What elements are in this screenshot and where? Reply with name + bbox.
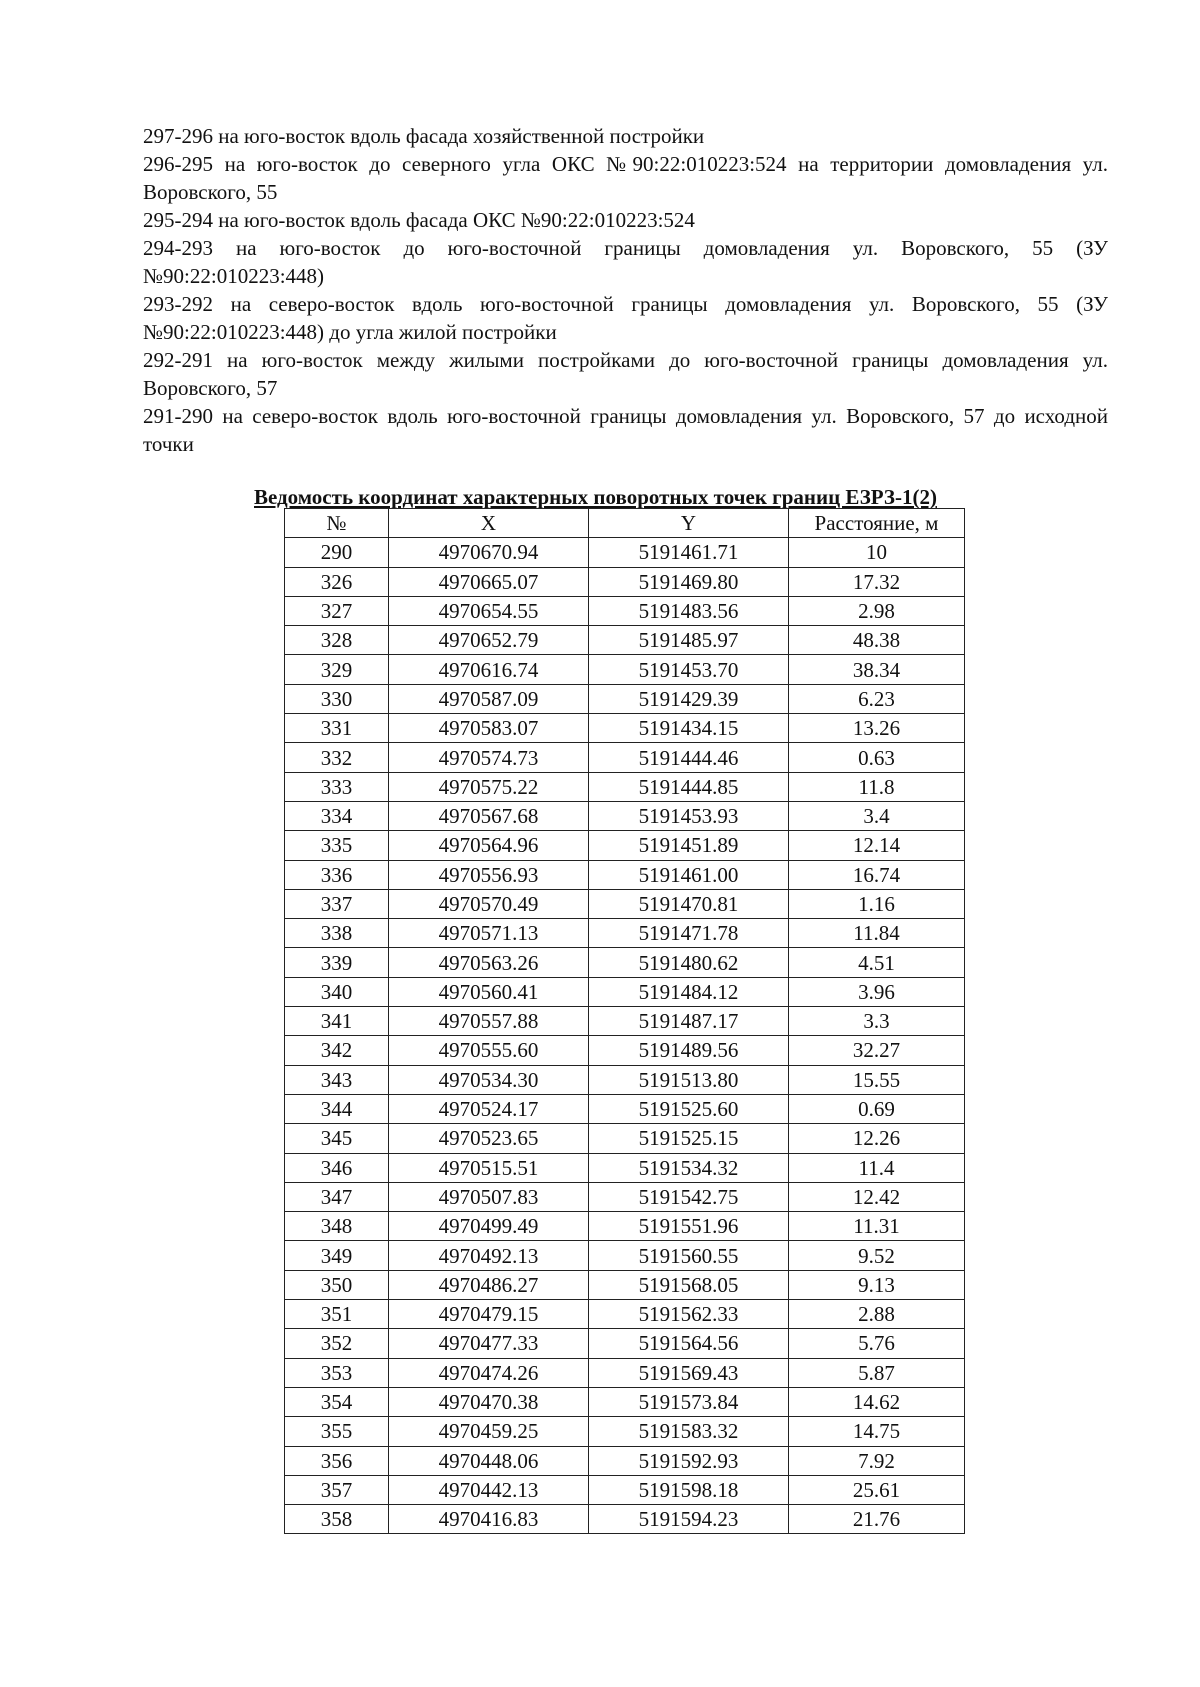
cell-x: 4970564.96 (389, 831, 589, 860)
cell-y: 5191569.43 (589, 1358, 789, 1387)
cell-distance: 11.84 (789, 919, 965, 948)
cell-distance: 2.88 (789, 1300, 965, 1329)
table-row (285, 1300, 965, 1329)
cell-x: 4970524.17 (389, 1094, 589, 1123)
table-row (285, 1153, 965, 1182)
cell-point-number: 350 (285, 1270, 389, 1299)
table-row (285, 977, 965, 1006)
table-row (285, 1387, 965, 1416)
cell-x: 4970534.30 (389, 1065, 589, 1094)
cell-distance: 3.96 (789, 977, 965, 1006)
cell-distance: 32.27 (789, 1036, 965, 1065)
table-row (285, 772, 965, 801)
table-row (285, 1182, 965, 1211)
table-row (285, 1446, 965, 1475)
table-row (285, 889, 965, 918)
cell-distance: 9.13 (789, 1270, 965, 1299)
cell-distance: 16.74 (789, 860, 965, 889)
boundary-segment-paragraph: 295-294 на юго-восток вдоль фасада ОКС №90:22:010223:524 (143, 208, 695, 232)
cell-x: 4970583.07 (389, 714, 589, 743)
cell-x: 4970575.22 (389, 772, 589, 801)
cell-x: 4970665.07 (389, 567, 589, 596)
cell-distance: 6.23 (789, 684, 965, 713)
cell-point-number: 337 (285, 889, 389, 918)
table-row (285, 684, 965, 713)
table-row (285, 714, 965, 743)
cell-point-number: 335 (285, 831, 389, 860)
cell-distance: 10 (789, 538, 965, 567)
cell-distance: 15.55 (789, 1065, 965, 1094)
cell-y: 5191534.32 (589, 1153, 789, 1182)
cell-point-number: 354 (285, 1387, 389, 1416)
boundary-segment-paragraph: 297-296 на юго-восток вдоль фасада хозяйственной постройки (143, 124, 705, 148)
cell-point-number: 339 (285, 948, 389, 977)
cell-x: 4970560.41 (389, 977, 589, 1006)
cell-y: 5191583.32 (589, 1417, 789, 1446)
cell-point-number: 327 (285, 596, 389, 625)
cell-point-number: 357 (285, 1475, 389, 1504)
cell-point-number: 349 (285, 1241, 389, 1270)
cell-distance: 38.34 (789, 655, 965, 684)
cell-distance: 3.4 (789, 801, 965, 830)
table-row (285, 538, 965, 567)
cell-y: 5191551.96 (589, 1212, 789, 1241)
cell-y: 5191453.93 (589, 801, 789, 830)
cell-point-number: 290 (285, 538, 389, 567)
cell-y: 5191542.75 (589, 1182, 789, 1211)
cell-x: 4970555.60 (389, 1036, 589, 1065)
cell-x: 4970567.68 (389, 801, 589, 830)
table-row (285, 743, 965, 772)
cell-point-number: 353 (285, 1358, 389, 1387)
table-row (285, 1505, 965, 1534)
table-row (285, 1241, 965, 1270)
cell-y: 5191564.56 (589, 1329, 789, 1358)
cell-point-number: 336 (285, 860, 389, 889)
cell-x: 4970477.33 (389, 1329, 589, 1358)
cell-y: 5191513.80 (589, 1065, 789, 1094)
header-distance: Расстояние, м (789, 509, 965, 538)
cell-y: 5191461.00 (589, 860, 789, 889)
cell-y: 5191594.23 (589, 1505, 789, 1534)
cell-y: 5191525.60 (589, 1094, 789, 1123)
cell-y: 5191444.46 (589, 743, 789, 772)
cell-y: 5191573.84 (589, 1387, 789, 1416)
cell-y: 5191480.62 (589, 948, 789, 977)
table-row (285, 801, 965, 830)
cell-x: 4970652.79 (389, 626, 589, 655)
cell-x: 4970507.83 (389, 1182, 589, 1211)
cell-point-number: 340 (285, 977, 389, 1006)
cell-distance: 12.14 (789, 831, 965, 860)
cell-distance: 2.98 (789, 596, 965, 625)
cell-x: 4970416.83 (389, 1505, 589, 1534)
cell-x: 4970474.26 (389, 1358, 589, 1387)
cell-point-number: 358 (285, 1505, 389, 1534)
table-row (285, 567, 965, 596)
table-row (285, 1036, 965, 1065)
cell-distance: 5.87 (789, 1358, 965, 1387)
cell-x: 4970515.51 (389, 1153, 589, 1182)
cell-distance: 25.61 (789, 1475, 965, 1504)
cell-point-number: 334 (285, 801, 389, 830)
table-row (285, 1094, 965, 1123)
cell-x: 4970459.25 (389, 1417, 589, 1446)
table-row (285, 948, 965, 977)
coordinates-table (284, 508, 965, 1534)
cell-point-number: 356 (285, 1446, 389, 1475)
boundary-segment-paragraph: 294-293 на юго-восток до юго-восточной границы домовладения ул. Воровского, 55 (ЗУ №90:22:010223:448) (143, 236, 1108, 288)
cell-distance: 12.42 (789, 1182, 965, 1211)
cell-distance: 0.69 (789, 1094, 965, 1123)
cell-x: 4970479.15 (389, 1300, 589, 1329)
cell-y: 5191592.93 (589, 1446, 789, 1475)
cell-y: 5191444.85 (589, 772, 789, 801)
cell-y: 5191434.15 (589, 714, 789, 743)
cell-x: 4970492.13 (389, 1241, 589, 1270)
table-row (285, 860, 965, 889)
boundary-segment-paragraph: 293-292 на северо-восток вдоль юго-восточной границы домовладения ул. Воровского, 55 (ЗУ №90:22:010223:448) до угла жилой постройки (143, 292, 1108, 344)
cell-y: 5191487.17 (589, 1007, 789, 1036)
cell-distance: 4.51 (789, 948, 965, 977)
cell-point-number: 329 (285, 655, 389, 684)
boundary-description (143, 122, 1108, 458)
table-row (285, 1475, 965, 1504)
cell-y: 5191562.33 (589, 1300, 789, 1329)
cell-point-number: 348 (285, 1212, 389, 1241)
cell-x: 4970442.13 (389, 1475, 589, 1504)
cell-y: 5191469.80 (589, 567, 789, 596)
cell-distance: 48.38 (789, 626, 965, 655)
cell-point-number: 328 (285, 626, 389, 655)
cell-distance: 11.4 (789, 1153, 965, 1182)
cell-point-number: 351 (285, 1300, 389, 1329)
cell-x: 4970587.09 (389, 684, 589, 713)
cell-distance: 21.76 (789, 1505, 965, 1534)
header-number: № (285, 509, 389, 538)
table-title: Ведомость координат характерных поворотных точек границ ЕЗРЗ-1(2) (254, 485, 937, 509)
cell-point-number: 331 (285, 714, 389, 743)
cell-x: 4970448.06 (389, 1446, 589, 1475)
cell-x: 4970616.74 (389, 655, 589, 684)
cell-y: 5191470.81 (589, 889, 789, 918)
cell-point-number: 355 (285, 1417, 389, 1446)
header-y: Y (589, 509, 789, 538)
cell-y: 5191568.05 (589, 1270, 789, 1299)
table-row (285, 655, 965, 684)
table-row (285, 1329, 965, 1358)
table-row (285, 1270, 965, 1299)
table-row (285, 1358, 965, 1387)
cell-point-number: 342 (285, 1036, 389, 1065)
table-row (285, 1007, 965, 1036)
cell-point-number: 333 (285, 772, 389, 801)
cell-y: 5191485.97 (589, 626, 789, 655)
cell-x: 4970654.55 (389, 596, 589, 625)
cell-y: 5191484.12 (589, 977, 789, 1006)
table-row (285, 1124, 965, 1153)
cell-y: 5191461.71 (589, 538, 789, 567)
table-body (285, 538, 965, 1534)
cell-distance: 7.92 (789, 1446, 965, 1475)
cell-distance: 5.76 (789, 1329, 965, 1358)
cell-y: 5191453.70 (589, 655, 789, 684)
boundary-segment-paragraph: 296-295 на юго-восток до северного угла ОКС №90:22:010223:524 на территории домовладения ул. Воровского, 55 (143, 152, 1108, 204)
cell-point-number: 332 (285, 743, 389, 772)
boundary-segment-paragraph: 292-291 на юго-восток между жилыми постройками до юго-восточной границы домовладения ул. Воровского, 57 (143, 348, 1108, 400)
cell-point-number: 330 (285, 684, 389, 713)
cell-point-number: 352 (285, 1329, 389, 1358)
cell-x: 4970486.27 (389, 1270, 589, 1299)
table-row (285, 596, 965, 625)
cell-x: 4970563.26 (389, 948, 589, 977)
cell-distance: 0.63 (789, 743, 965, 772)
cell-point-number: 341 (285, 1007, 389, 1036)
cell-point-number: 338 (285, 919, 389, 948)
cell-x: 4970574.73 (389, 743, 589, 772)
cell-x: 4970670.94 (389, 538, 589, 567)
cell-x: 4970499.49 (389, 1212, 589, 1241)
cell-distance: 17.32 (789, 567, 965, 596)
cell-x: 4970523.65 (389, 1124, 589, 1153)
cell-point-number: 343 (285, 1065, 389, 1094)
cell-y: 5191471.78 (589, 919, 789, 948)
table-row (285, 1417, 965, 1446)
cell-distance: 14.75 (789, 1417, 965, 1446)
cell-y: 5191525.15 (589, 1124, 789, 1153)
cell-distance: 3.3 (789, 1007, 965, 1036)
cell-distance: 11.8 (789, 772, 965, 801)
cell-x: 4970556.93 (389, 860, 589, 889)
cell-point-number: 344 (285, 1094, 389, 1123)
table-header-row (285, 509, 965, 538)
table-row (285, 626, 965, 655)
cell-x: 4970571.13 (389, 919, 589, 948)
boundary-segment-paragraph: 291-290 на северо-восток вдоль юго-восточной границы домовладения ул. Воровского, 57 до исходной точки (143, 404, 1108, 456)
cell-distance: 11.31 (789, 1212, 965, 1241)
cell-y: 5191429.39 (589, 684, 789, 713)
cell-x: 4970570.49 (389, 889, 589, 918)
table-row (285, 1212, 965, 1241)
cell-y: 5191489.56 (589, 1036, 789, 1065)
table-row (285, 831, 965, 860)
cell-y: 5191598.18 (589, 1475, 789, 1504)
header-x: X (389, 509, 589, 538)
cell-y: 5191483.56 (589, 596, 789, 625)
cell-point-number: 346 (285, 1153, 389, 1182)
cell-distance: 9.52 (789, 1241, 965, 1270)
table-row (285, 1065, 965, 1094)
cell-x: 4970470.38 (389, 1387, 589, 1416)
cell-y: 5191451.89 (589, 831, 789, 860)
cell-point-number: 326 (285, 567, 389, 596)
cell-y: 5191560.55 (589, 1241, 789, 1270)
cell-distance: 14.62 (789, 1387, 965, 1416)
cell-point-number: 345 (285, 1124, 389, 1153)
cell-point-number: 347 (285, 1182, 389, 1211)
cell-x: 4970557.88 (389, 1007, 589, 1036)
table-row (285, 919, 965, 948)
cell-distance: 13.26 (789, 714, 965, 743)
cell-distance: 12.26 (789, 1124, 965, 1153)
cell-distance: 1.16 (789, 889, 965, 918)
